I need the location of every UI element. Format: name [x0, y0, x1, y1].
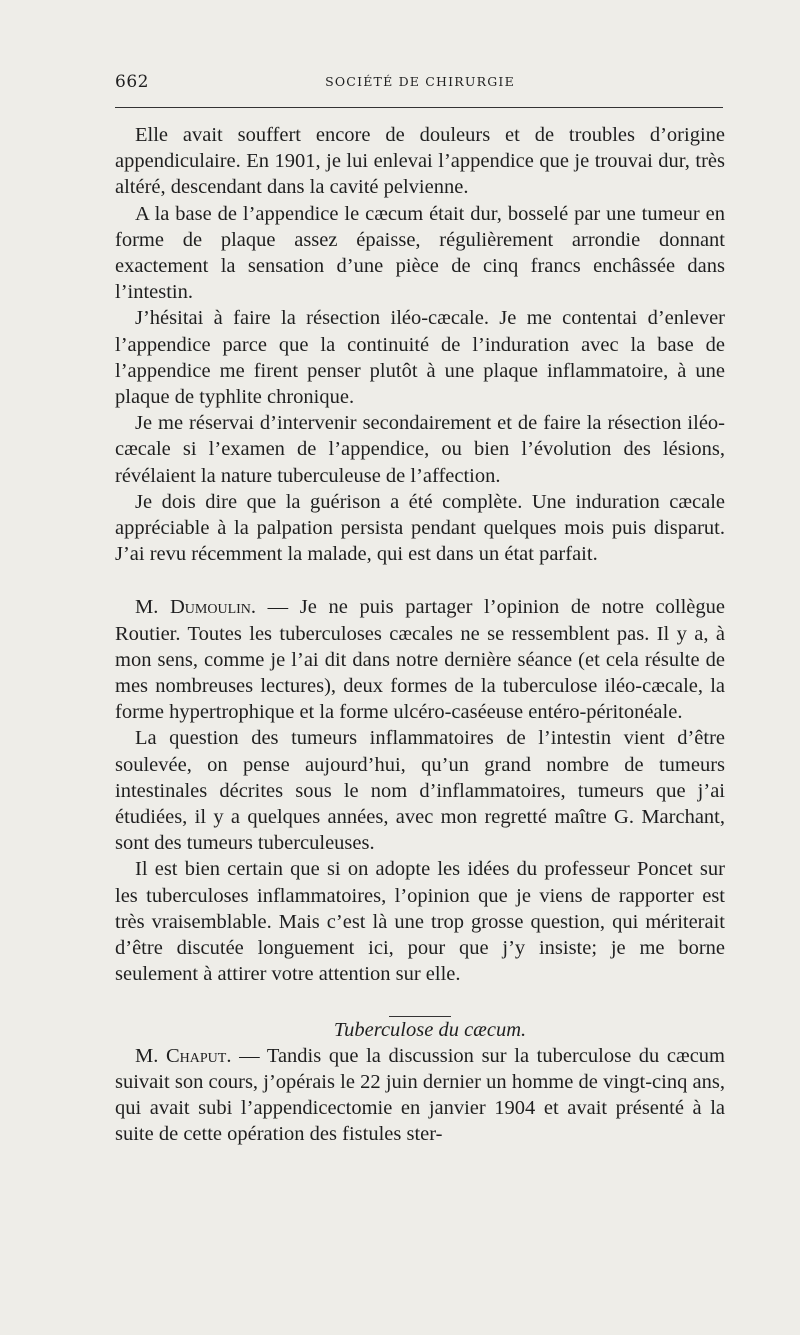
paragraph: La question des tumeurs inflammatoires de l’intestin vient d’être soulevée, on pense aujourd’hui, qu’un grand nombre de tumeurs intestinales décrites sous le nom d’inflammatoires, tumeurs que j’ai étudiées, il y a quelques années, avec mon regretté maître G. Marchant, sont des tumeurs tuberculeuses. [115, 727, 725, 855]
running-title: SOCIÉTÉ DE CHIRURGIE [325, 74, 515, 89]
section-title: Tuberculose du cæcum. [333, 1018, 527, 1041]
dumoulin-text: — Je ne puis partager l’opinion de notre collègue Routier. Toutes les tuberculoses cæcales ne se ressemblent pas. Il y a, à mon sens, comme je l’ai dit dans notre dernière séance (et cela résulte de mes nombreuses lectures), deux formes de la tuberculose iléo-cæcale, la forme hypertrophique et la forme ulcéro-caséeuse entéro-péritonéale. [115, 596, 725, 724]
page-number: 662 [115, 72, 149, 92]
chaput-text: — Tandis que la discussion sur la tuberculose du cæcum suivait son cours, j’opérais le 22 juin dernier un homme de vingt-cinq ans, qui avait subi l’appendicectomie en janvier 1904 et avait présenté à la suite de cette opération des fistules ster- [115, 1044, 725, 1146]
chaput-paragraph [115, 1043, 725, 1148]
main-text [115, 122, 725, 1148]
paragraph: Elle avait souffert encore de douleurs et de troubles d’origine appendiculaire. En 1901, je lui enlevai l’appendice que je trouvai dur, très altéré, descendant dans la cavité pelvienne. [115, 124, 725, 199]
speaker-chaput: M. Chaput. [135, 1044, 232, 1067]
paragraph: J’hésitai à faire la résection iléo-cæcale. Je me contentai d’enlever l’appendice parce que la continuité de l’induration avec la base de l’appendice me firent penser plutôt à une plaque inflammatoire, à une plaque de typhlite chronique. [115, 307, 725, 409]
speaker-dumoulin: M. Dumoulin. [135, 596, 257, 619]
header-rule [115, 107, 723, 108]
page-header [115, 72, 725, 96]
paragraph: Je me réservai d’intervenir secondairement et de faire la résection iléo-cæcale si l’examen de l’appendice, ou bien l’évolution des lésions, révélaient la nature tuberculeuse de l’affection. [115, 412, 725, 487]
paragraph: Je dois dire que la guérison a été complète. Une induration cæcale appréciable à la palpation persista pendant quelques mois puis disparut. J’ai revu récemment la malade, qui est dans un état parfait. [115, 490, 725, 566]
paragraph-gap [115, 567, 725, 594]
paragraph: Il est bien certain que si on adopte les idées du professeur Poncet sur les tuberculoses inflammatoires, l’opinion que je viens de rapporter est très vraisemblable. Mais c’est là une trop grosse question, qui mériterait d’être discutée longuement ici, pour que j’y insiste; je me borne seulement à attirer votre attention sur elle. [115, 858, 725, 986]
dumoulin-paragraph [115, 594, 725, 725]
paragraph: A la base de l’appendice le cæcum était dur, bosselé par une tumeur en forme de plaque assez épaisse, régulièrement arrondie donnant exactement la sensation d’une pièce de cinq francs enchâssée dans l’intestin. [115, 202, 725, 304]
